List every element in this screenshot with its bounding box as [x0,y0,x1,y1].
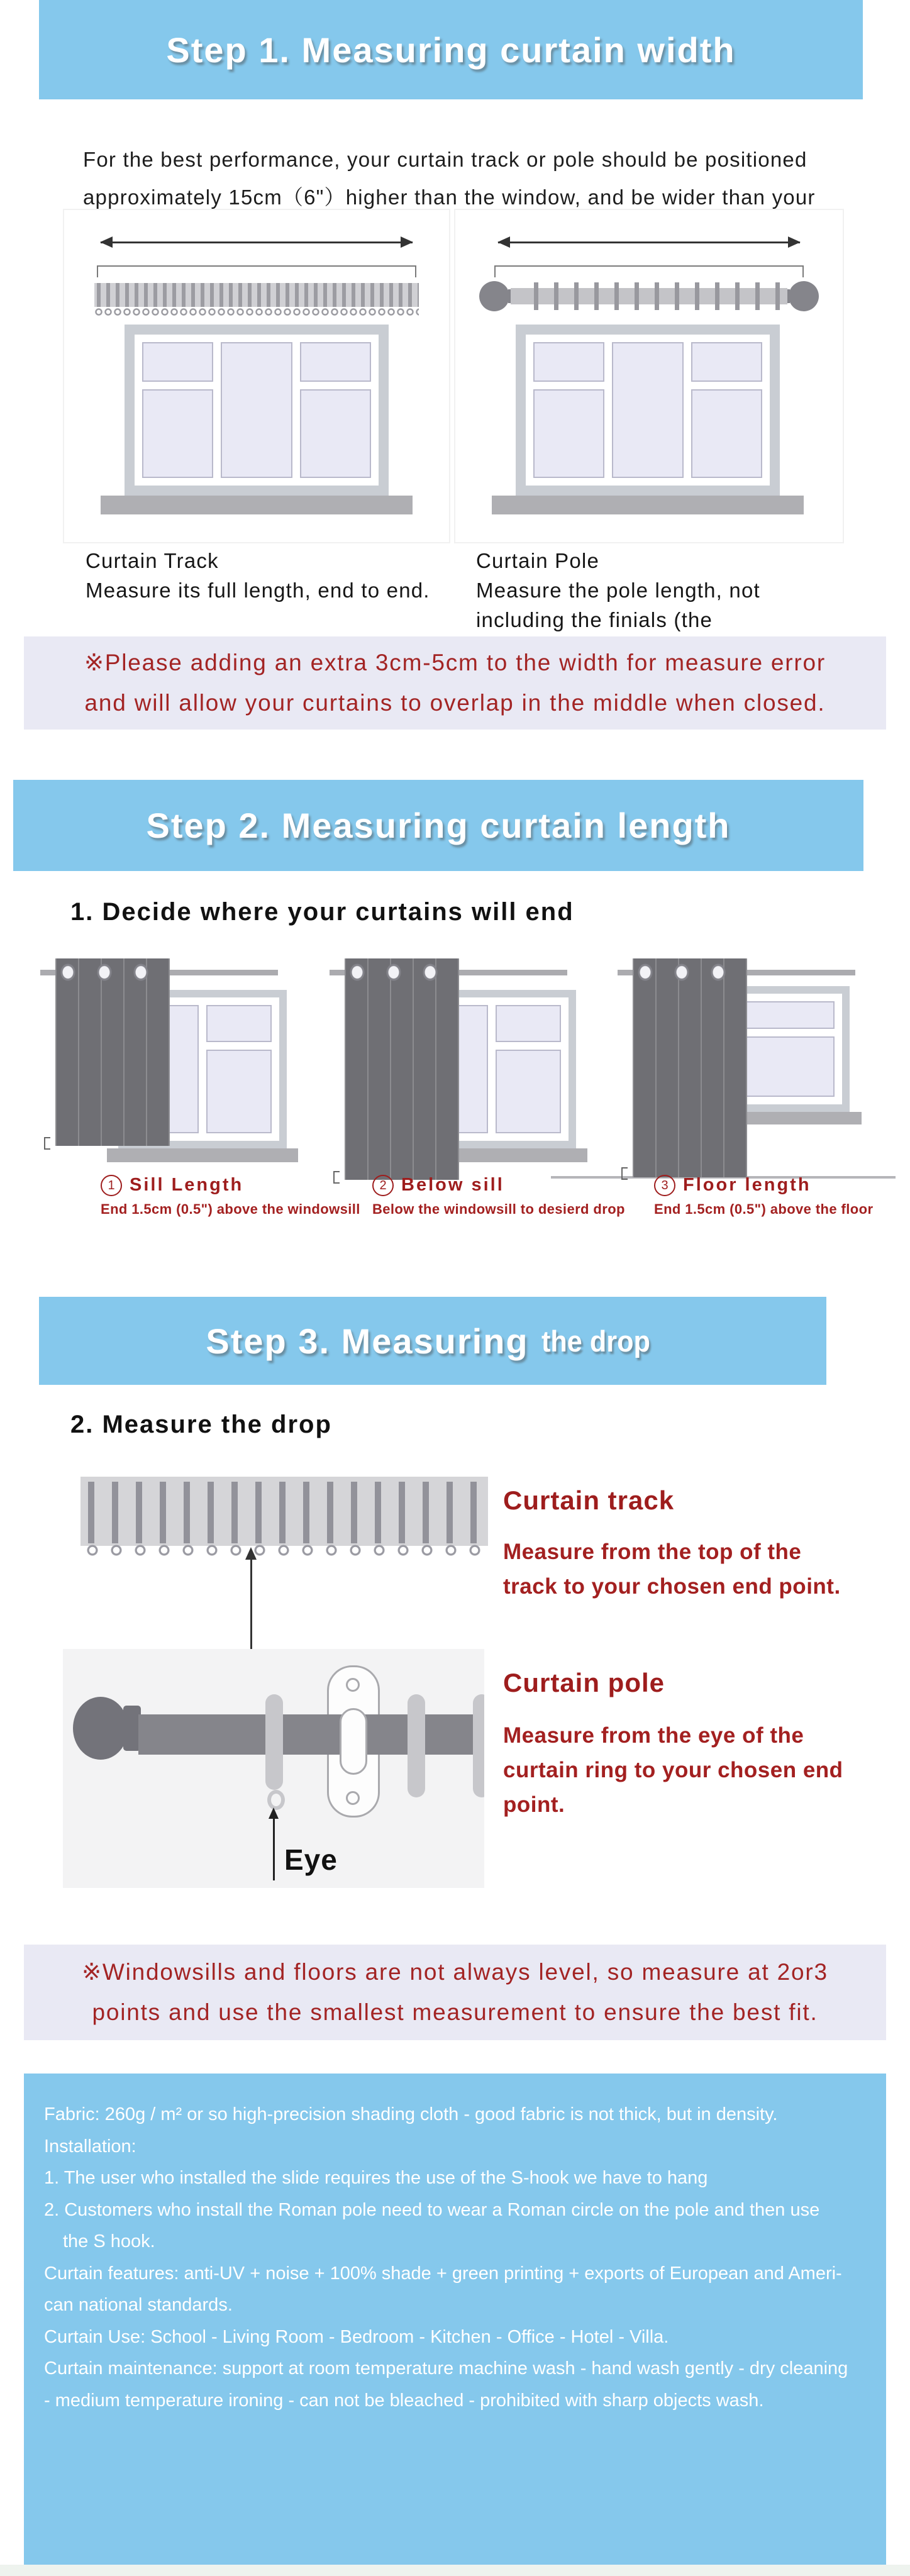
curtain-panel [55,958,170,1146]
intro-line-2: approximately 15cm（6"）higher than the window, and be wider than your [83,186,816,209]
circled-number-icon: 1 [101,1175,122,1196]
note-line-2: points and use the smallest measurement to ensure the best fit. [92,1999,818,2025]
footer-line: 2. Customers who install the Roman pole need to wear a Roman circle on the pole and then use [44,2199,820,2220]
window-pane [221,342,292,478]
footer-line: can national standards. [44,2295,233,2315]
window-pane [533,342,604,382]
window-drawing [125,325,389,496]
windowsill [107,1148,298,1162]
window-pane [206,1050,272,1133]
note-line-1: ※Please adding an extra 3cm-5cm to the width for measure error [84,650,826,675]
caption-body: Measure the pole length, not including the finials (the [476,579,760,631]
bracket-screw-icon [346,1678,360,1692]
window-right-column [206,1005,272,1133]
curtain-pole-closeup [63,1649,484,1888]
curtain-track-hooks [94,307,419,318]
bracket-screw-icon [346,1791,360,1805]
option-description: Below the windowsill to desierd drop [372,1201,625,1217]
track-hook-bars [88,1482,480,1543]
curtain-pole-rings [518,282,780,310]
measure-tick [44,1137,50,1150]
window-pane [691,389,762,478]
page-bottom-strip [0,2565,910,2576]
step3-banner-sub: the drop [541,1324,650,1358]
circled-number-icon: 2 [372,1175,394,1196]
option-title: 1 Sill Length [101,1175,360,1196]
intro-line-1: For the best performance, your curtain track or pole should be positioned [83,148,807,171]
window-pane [206,1005,272,1042]
curtain-ring [473,1694,484,1797]
window-right-column [691,342,762,478]
footer-line: Fabric: 260g / m² or so high-precision shading cloth - good fabric is not thick, but in density. [44,2104,778,2124]
window-right-column [496,1005,561,1133]
floor-length-illustration [614,946,878,1180]
step3-heading: 2. Measure the drop [70,1411,332,1438]
note-line-2: and will allow your curtains to overlap in the middle when closed. [84,690,826,716]
footer-line: Curtain maintenance: support at room temperature machine wash - hand wash gently - dry cleaning [44,2358,848,2379]
curtain-track-caption [86,546,463,605]
curtain-track-closeup [80,1477,488,1546]
pole-finial-ball [73,1697,128,1760]
curtain-pole-instruction: Measure from the eye of the curtain ring to your chosen end point. [503,1723,843,1817]
sill-length-label [101,1175,360,1218]
floor-length-label [654,1175,873,1218]
step3-banner [39,1297,826,1385]
pole-shaft [138,1714,484,1755]
step2-banner: Step 2. Measuring curtain length [13,780,863,871]
window-pane [142,342,213,382]
curtain-ring [408,1694,425,1797]
pole-finial-right [789,281,819,311]
width-measure-arrow-icon [498,242,800,243]
curtain-panel [345,958,459,1180]
bracket-slot [340,1708,367,1775]
note-line-1: ※Windowsills and floors are not always level, so measure at 2or3 [82,1959,828,1985]
window-pane [533,389,604,478]
window-pane [142,389,213,478]
below-sill-label [372,1175,625,1218]
circled-number-icon: 3 [654,1175,675,1196]
step1-intro-paragraph [83,141,857,216]
curtain-ring-with-eye [265,1694,283,1790]
footer-line: Curtain features: anti-UV + noise + 100% shade + green printing + exports of European and Ameri- [44,2263,842,2284]
window-pane [496,1005,561,1042]
window-pane [612,342,683,478]
product-info-footer [24,2074,886,2565]
curtain-track-bar [94,283,419,307]
track-hook-rings [84,1543,484,1558]
footer-line: Curtain Use: School - Living Room - Bedroom - Kitchen - Office - Hotel - Villa. [44,2326,669,2347]
window-pane [300,342,371,382]
windowsill [101,496,413,514]
window-pane [300,389,371,478]
window-middle-column [221,342,292,478]
caption-title: Curtain Track [86,549,219,572]
width-measure-note [24,636,886,730]
curtain-track-title: Curtain track [503,1485,675,1515]
window-pane [691,342,762,382]
option-description: End 1.5cm (0.5") above the windowsill [101,1201,360,1217]
step3-banner-main: Step 3. Measuring [206,1321,529,1361]
curtain-pole-caption [476,546,838,635]
sill-length-illustration [36,946,301,1180]
window-left-column [142,342,213,478]
width-measure-bracket [494,265,804,277]
window-right-column [300,342,371,478]
window-left-column [533,342,604,478]
windowsill [492,496,804,514]
window-pane [496,1050,561,1133]
option-title: 3 Floor length [654,1175,873,1196]
footer-line: the S hook. [63,2231,155,2251]
curtain-track-instruction: Measure from the top of the track to your chosen end point. [503,1540,841,1599]
curtain-pole-title: Curtain pole [503,1668,665,1697]
option-title: 2 Below sill [372,1175,625,1196]
curtain-track-illustration [63,209,450,543]
step2-heading: 1. Decide where your curtains will end [70,898,574,926]
step1-banner: Step 1. Measuring curtain width [39,0,863,99]
curtain-pole-illustration [454,209,844,543]
caption-body: Measure its full length, end to end. [86,579,430,602]
width-measure-arrow-icon [101,242,413,243]
level-measure-note [24,1945,886,2040]
footer-line: - medium temperature ironing - can not be bleached - prohibited with sharp objects wash. [44,2390,764,2411]
footer-line: 1. The user who installed the slide requires the use of the S-hook we have to hang [44,2168,708,2188]
pole-finial-left [479,281,509,311]
footer-line: Installation: [44,2136,136,2157]
eye-label: Eye [284,1843,338,1876]
caption-title: Curtain Pole [476,549,599,572]
below-sill-illustration [326,946,590,1180]
width-measure-bracket [97,265,416,277]
option-description: End 1.5cm (0.5") above the floor [654,1201,874,1217]
curtain-panel [633,958,747,1177]
eye-pointer-arrow-icon [273,1818,275,1880]
window-drawing [516,325,780,496]
window-middle-column [612,342,683,478]
